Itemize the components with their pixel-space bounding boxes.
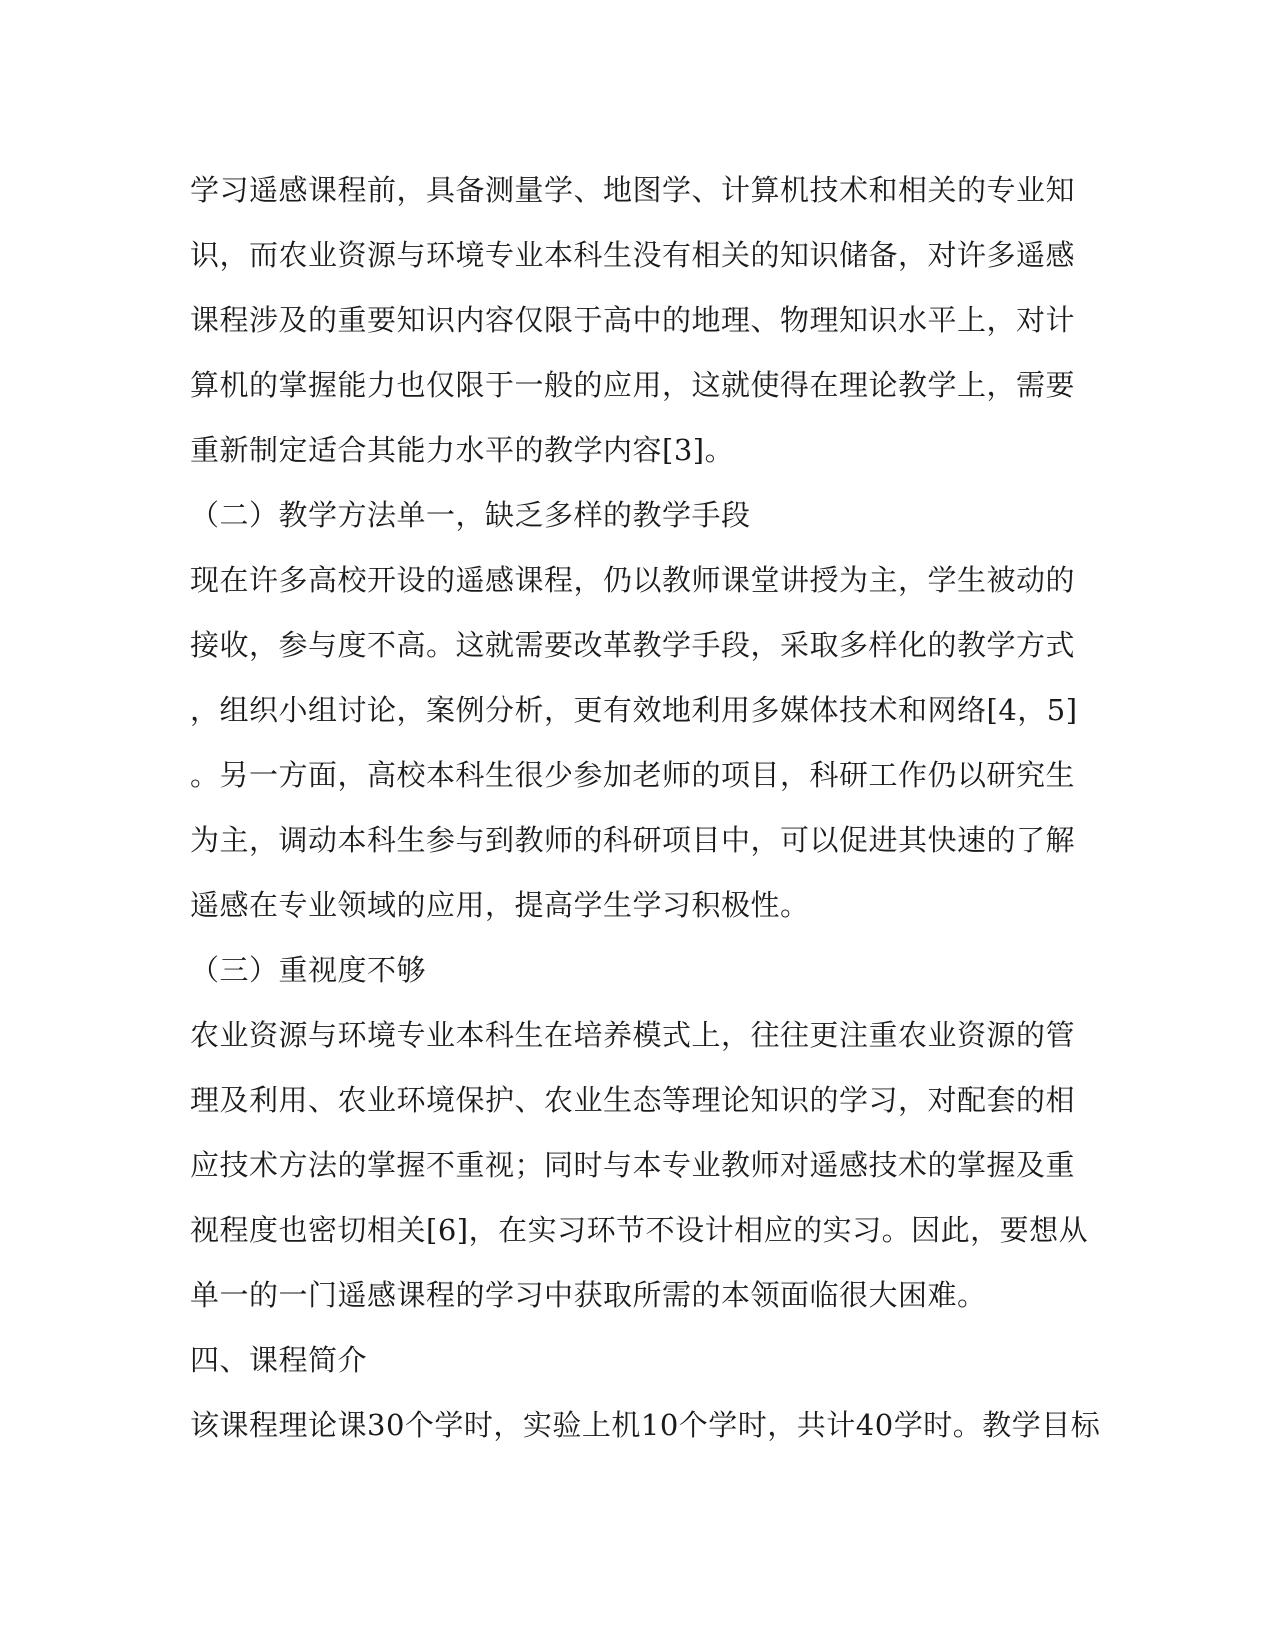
paragraph-line: 遥感在专业领域的应用，提高学生学习积极性。 [190, 888, 810, 922]
paragraph-line: 理及利用、农业环境保护、农业生态等理论知识的学习，对配套的相 [190, 1083, 1076, 1117]
paragraph-line: 单一的一门遥感课程的学习中获取所需的本领面临很大困难。 [190, 1278, 987, 1312]
paragraph-line: 学习遥感课程前，具备测量学、地图学、计算机技术和相关的专业知 [190, 173, 1076, 207]
body-text [190, 158, 1101, 1458]
paragraph-line: 识，而农业资源与环境专业本科生没有相关的知识储备，对许多遥感 [190, 238, 1076, 272]
paragraph-line: 算机的掌握能力也仅限于一般的应用，这就使得在理论教学上，需要 [190, 368, 1076, 402]
paragraph-line: 重新制定适合其能力水平的教学内容[3]。 [190, 433, 735, 467]
section-heading: （二）教学方法单一，缺乏多样的教学手段 [190, 498, 751, 532]
paragraph-line: 现在许多高校开设的遥感课程，仍以教师课堂讲授为主，学生被动的 [190, 563, 1076, 597]
paragraph-line: 应技术方法的掌握不重视；同时与本专业教师对遥感技术的掌握及重 [190, 1148, 1076, 1182]
section-heading: （三）重视度不够 [190, 953, 427, 987]
paragraph-line: 该课程理论课30个学时，实验上机10个学时，共计40学时。教学目标 [190, 1408, 1101, 1442]
paragraph-line: 农业资源与环境专业本科生在培养模式上，往往更注重农业资源的管 [190, 1018, 1076, 1052]
paragraph-line: 为主，调动本科生参与到教师的科研项目中，可以促进其快速的了解 [190, 823, 1076, 857]
paragraph-line: 接收，参与度不高。这就需要改革教学手段，采取多样化的教学方式 [190, 628, 1076, 662]
paragraph-line: 视程度也密切相关[6]，在实习环节不设计相应的实习。因此，要想从 [190, 1213, 1089, 1247]
section-heading: 四、课程简介 [190, 1343, 368, 1377]
paragraph-line: 课程涉及的重要知识内容仅限于高中的地理、物理知识水平上，对计 [190, 303, 1076, 337]
paragraph-line: 。另一方面，高校本科生很少参加老师的项目，科研工作仍以研究生 [190, 758, 1076, 792]
paragraph-line: ，组织小组讨论，案例分析，更有效地利用多媒体技术和网络[4，5] [190, 693, 1078, 727]
